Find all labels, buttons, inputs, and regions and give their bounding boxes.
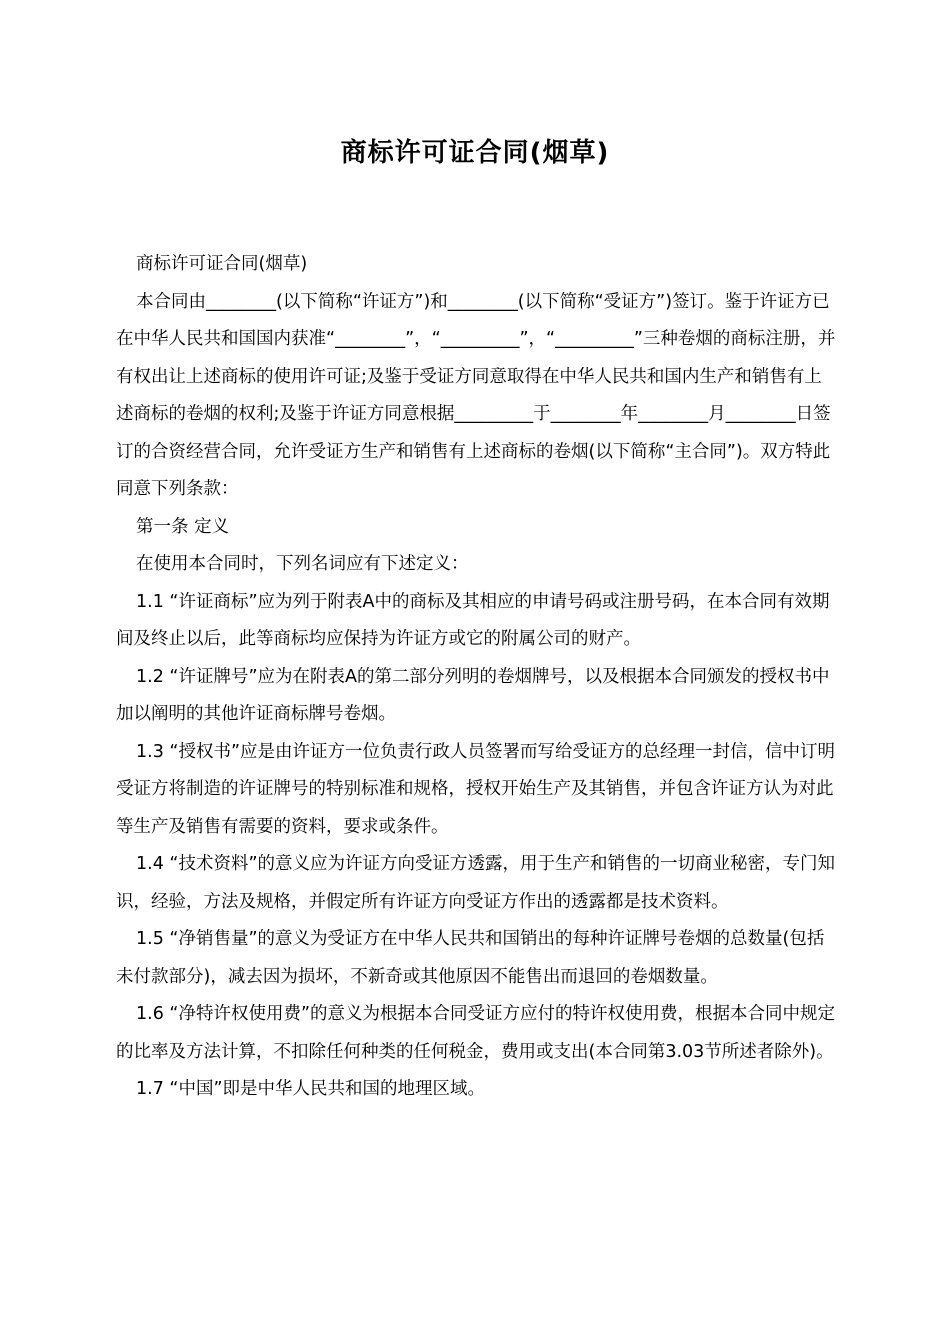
clause-1-7: 1.7 “中国”即是中华人民共和国的地理区域。 [136, 1079, 486, 1099]
article-heading: 第一条 定义 [136, 516, 230, 537]
definitions-intro: 在使用本合同时，下列名词应有下述定义： [136, 554, 469, 574]
document-body [116, 246, 838, 1109]
document-title: 商标许可证合同(烟草) [340, 138, 610, 168]
clause-1-3: 1.3 “授权书”应是由许证方一位负责行政人员签署而写给受证方的总经理一封信，信中订明受证方将制造的许证牌号的特别标准和规格，授权开始生产及其销售，并包含许证方认为对此等生产及销售有需要的资料，要求或条件。 [116, 741, 836, 837]
clause-1-2: 1.2 “许证牌号”应为在附表A的第二部分列明的卷烟牌号，以及根据本合同颁发的授权书中加以阐明的其他许证商标牌号卷烟。 [116, 666, 830, 724]
preamble-paragraph: 本合同由________(以下简称“许证方”)和________(以下简称“受证方”)签订。鉴于许证方已在中华人民共和国国内获准“________”，“_________”，“_________”三种卷烟的商标注册，并有权出让上述商标的使用许可证;及鉴于受证方同意取得在中华人民共和国内生产和销售有上述商标的卷烟的权利;及鉴于许证方同意根据_________于________年________月________日签订的合资经营合同，允许受证方生产和销售有上述商标的卷烟(以下简称“主合同”)。双方特此同意下列条款： [116, 291, 836, 499]
clause-1-4: 1.4 “技术资料”的意义应为许证方向受证方透露，用于生产和销售的一切商业秘密，专门知识，经验，方法及规格，并假定所有许证方向受证方作出的透露都是技术资料。 [116, 854, 836, 912]
clause-1-6: 1.6 “净特许权使用费”的意义为根据本合同受证方应付的特许权使用费，根据本合同中规定的比率及方法计算，不扣除任何种类的任何税金，费用或支出(本合同第3.03节所述者除外)。 [116, 1004, 836, 1062]
clause-1-1: 1.1 “许证商标”应为列于附表A中的商标及其相应的申请号码或注册号码，在本合同有效期间及终止以后，此等商标均应保持为许证方或它的附属公司的财产。 [116, 591, 830, 649]
subtitle-paragraph: 商标许可证合同(烟草) [136, 254, 308, 274]
clause-1-5: 1.5 “净销售量”的意义为受证方在中华人民共和国销出的每种许证牌号卷烟的总数量(包括未付款部分)，减去因为损坏，不新奇或其他原因不能售出而退回的卷烟数量。 [116, 929, 825, 987]
